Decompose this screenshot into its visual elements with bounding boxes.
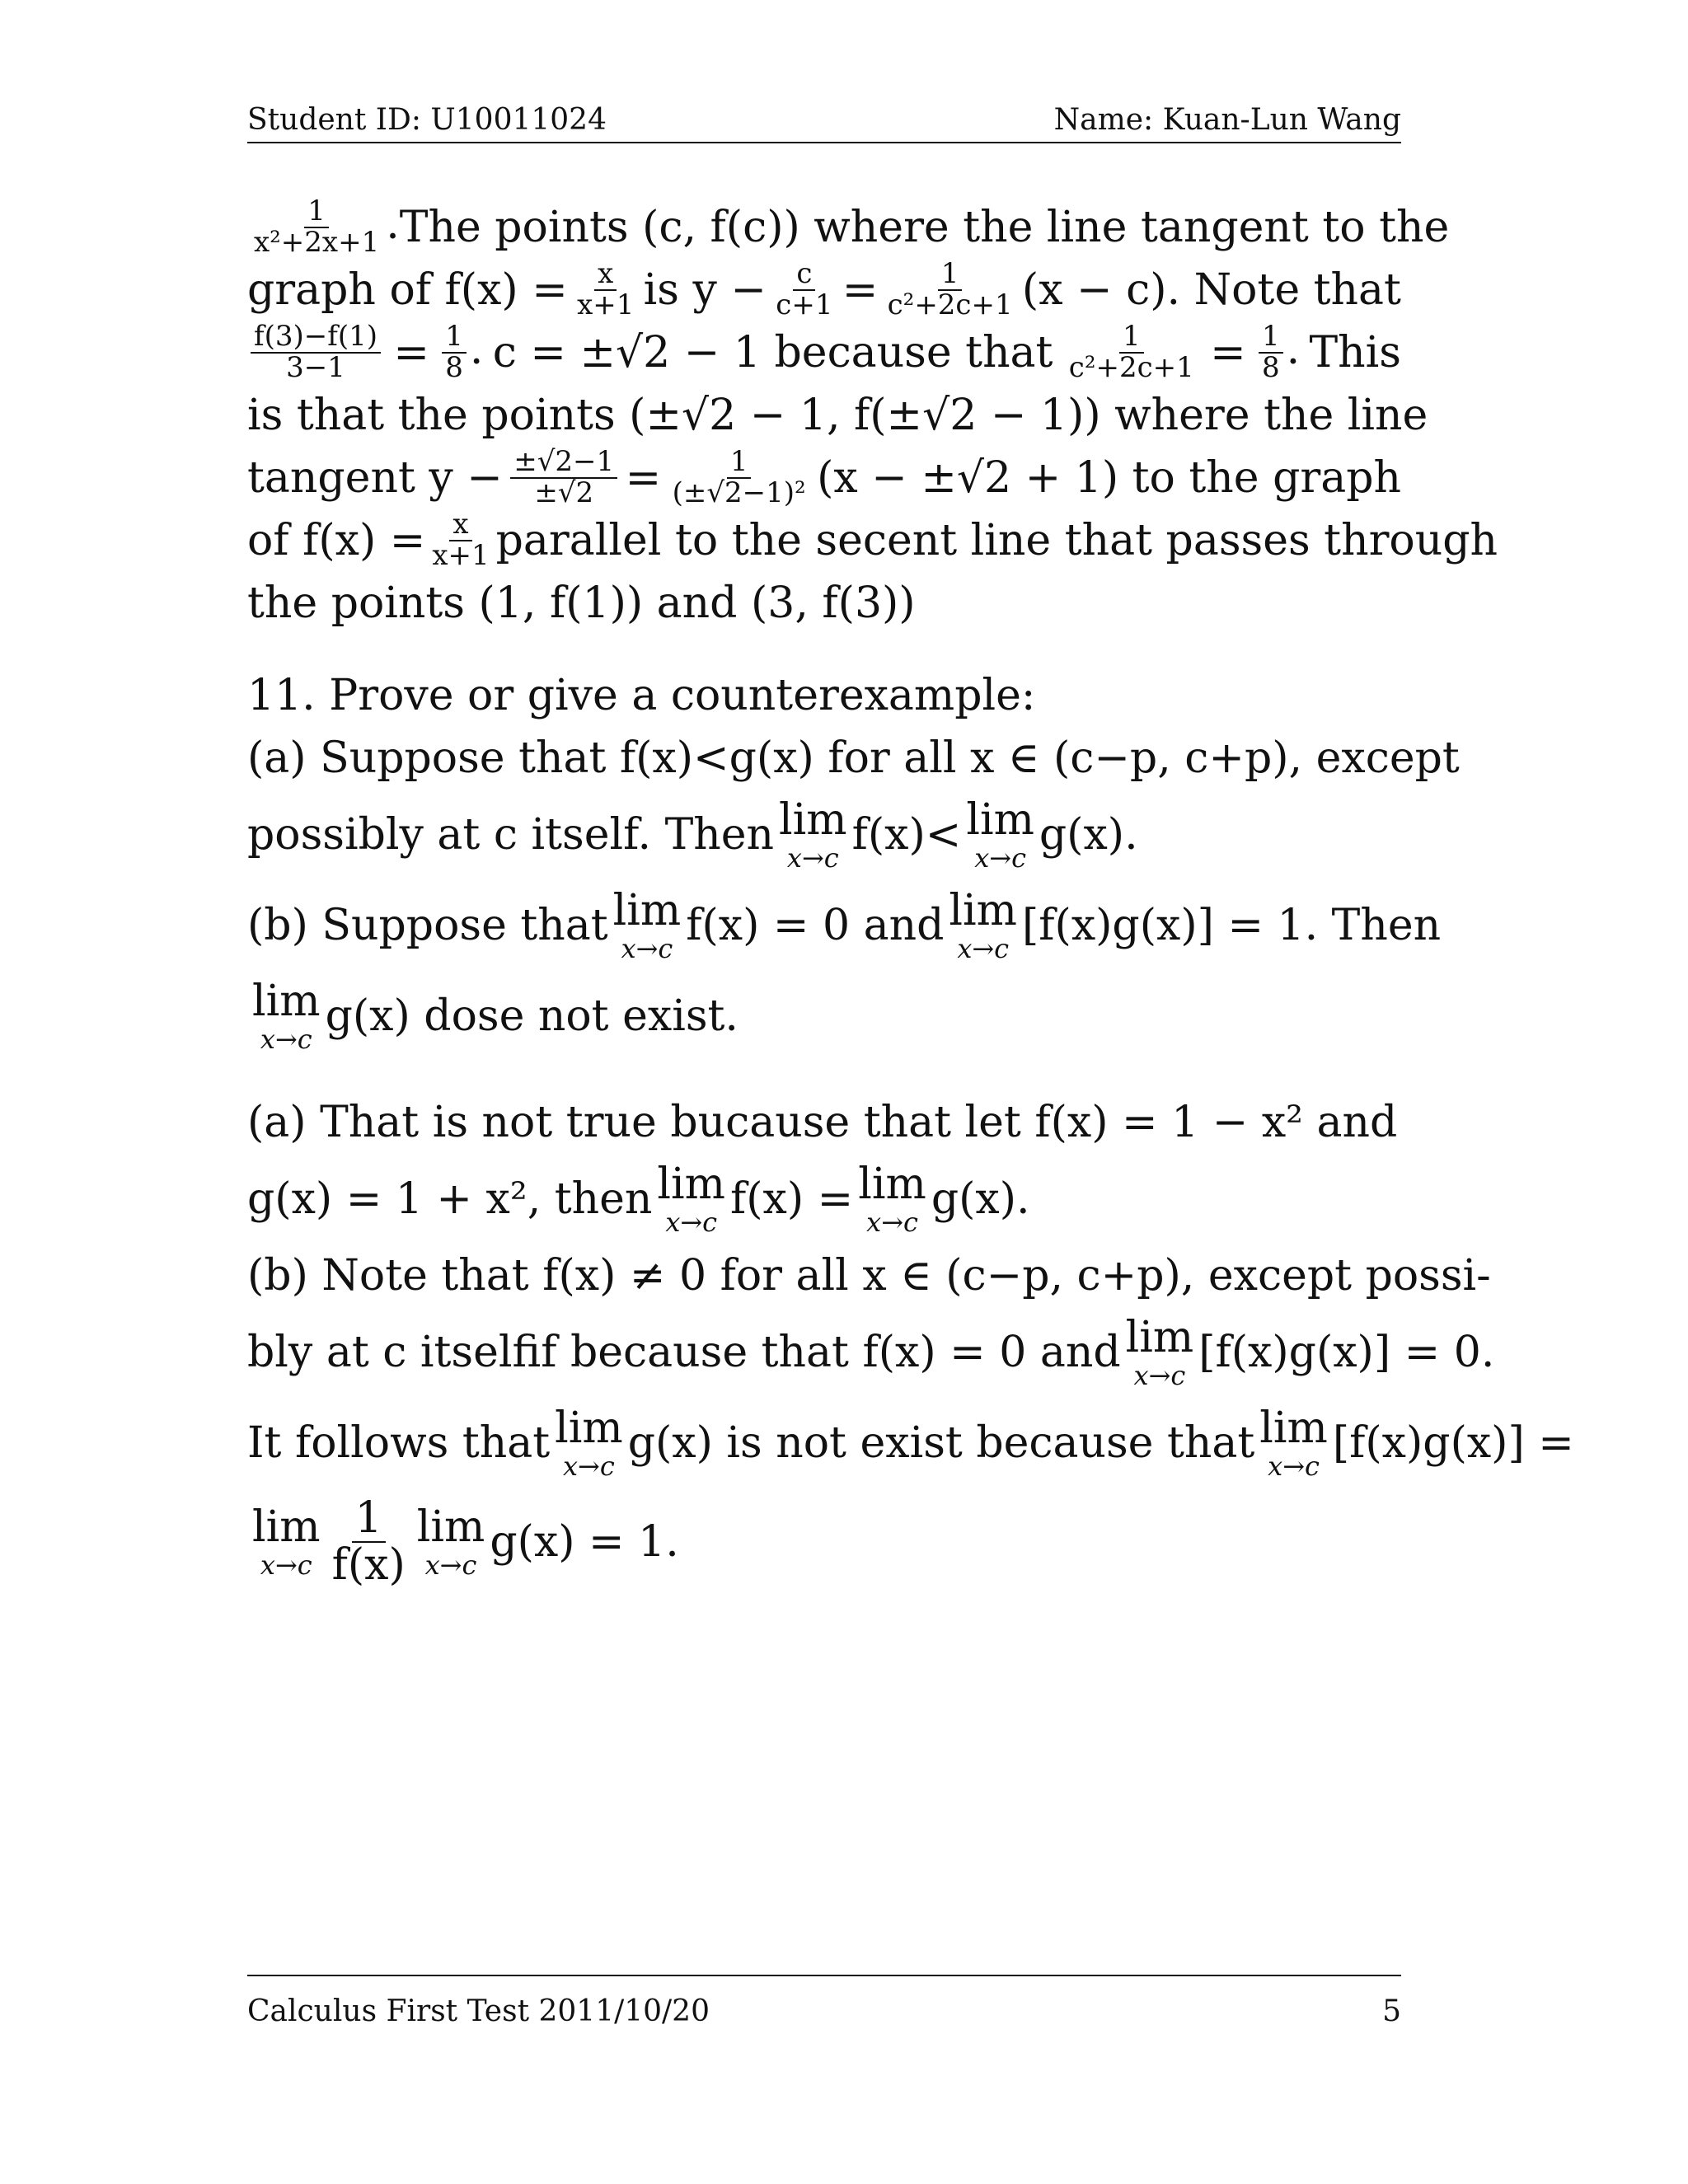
page-footer: [247, 1975, 1401, 2028]
p10-text: The points (c, f(c)) where the line tangent to the: [399, 202, 1450, 252]
answer-11b-line-2: bly at c itselfif because that f(x) = 0 and lim x→c [f(x)g(x)] = 0.: [247, 1313, 1495, 1391]
p10-line-2: graph of f(x) = $\frac{x}{x+1}$ is y − $\frac{c}{c+1}$ = $\frac{1}{\text{c²+2c+1}}$ (x − c). Note that: [247, 257, 1401, 321]
limit: lim x→c: [252, 977, 321, 1055]
problem-11a-line-2: possibly at c itself. Then lim x→c f(x)< lim x→c g(x).: [247, 795, 1138, 874]
p10-line-6: of f(x) = $\frac{x}{x+1}$ parallel to the secent line that passes through: [247, 508, 1498, 572]
limit: lim x→c: [779, 795, 847, 874]
answer-11b-line-3: It follows that lim x→c g(x) is not exist because that lim x→c [f(x)g(x)] =: [247, 1404, 1574, 1482]
fraction: $\frac{1}{\text{c²+2c+1}}$: [887, 257, 1013, 321]
page-number: 5: [1382, 1994, 1401, 2028]
p10-line-4: is that the points (±√2 − 1, f(±√2 − 1)) where the line: [247, 390, 1428, 440]
limit: lim x→c: [858, 1160, 926, 1238]
p10-line-3: $\frac{f(3)-f(1)}{3-1}$ = $\frac{1}{8}$ . c = ±√2 − 1 because that $\frac{1}{\text{c²+2c+1}}$ = $\frac{1}{8}$ . This: [247, 321, 1401, 384]
p10-line-7: the points (1, f(1)) and (3, f(3)): [247, 578, 916, 628]
limit: lim x→c: [966, 795, 1034, 874]
problem-11b-line-1: (b) Suppose that lim x→c f(x) = 0 and lim x→c [f(x)g(x)] = 1. Then: [247, 886, 1442, 964]
fraction: $\frac{1}{\text{x²+2x+1}}$: [254, 194, 380, 259]
limit: lim x→c: [416, 1502, 485, 1581]
student-name: Name: Kuan-Lun Wang: [1053, 103, 1401, 137]
p10-line-1: $\frac{1}{\text{x²+2x+1}}$ . The points (c, f(c)) where the line tangent to the: [247, 196, 1401, 259]
fraction: $\frac{1}{8}$: [1259, 322, 1283, 382]
limit: lim x→c: [657, 1160, 725, 1238]
limit: lim x→c: [252, 1502, 321, 1581]
problem-11a-line-1: (a) Suppose that f(x)<g(x) for all x ∈ (c−p, c+p), except: [247, 733, 1460, 783]
fraction: $\frac{1}{f(x)}$: [331, 1493, 406, 1590]
fraction: $\frac{1}{8}$: [442, 322, 467, 382]
limit: lim x→c: [949, 886, 1017, 964]
fraction: $\frac{1}{\text{c²+2c+1}}$: [1068, 320, 1194, 384]
fraction: $\frac{\pm√2-1}{\pm√2}$: [510, 448, 617, 508]
answer-11a-line-2: g(x) = 1 + x², then lim x→c f(x) = lim x→c g(x).: [247, 1160, 1030, 1238]
page-body: [247, 194, 1574, 1596]
fraction: $\frac{f(3)-f(1)}{3-1}$: [251, 322, 381, 382]
student-id: Student ID: U10011024: [247, 103, 607, 137]
fraction: $\frac{x}{x+1}$: [577, 257, 635, 321]
page-header: [247, 91, 1401, 143]
problem-11-title: 11. Prove or give a counterexample:: [247, 670, 1036, 720]
limit: lim x→c: [1259, 1404, 1328, 1482]
p10-line-5: tangent y − $\frac{\pm√2-1}{\pm√2}$ = $\frac{1}{\text{(±√2−1)²}}$ (x − ±√2 + 1) to the graph: [247, 445, 1401, 509]
footer-course: Calculus First Test 2011/10/20: [247, 1994, 710, 2028]
fraction: $\frac{1}{\text{(±√2−1)²}}$: [672, 445, 806, 509]
answer-11b-line-4: lim x→c $\frac{1}{f(x)}$ lim x→c g(x) = 1.: [252, 1493, 679, 1590]
fraction: $\frac{x}{x+1}$: [432, 508, 490, 572]
answer-11a-line-1: (a) That is not true bucause that let f(x) = 1 − x² and: [247, 1097, 1398, 1147]
limit: lim x→c: [1125, 1313, 1194, 1391]
limit: lim x→c: [612, 886, 682, 964]
answer-11b-line-1: (b) Note that f(x) ≠ 0 for all x ∈ (c−p, c+p), except possi-: [247, 1250, 1491, 1301]
limit: lim x→c: [555, 1404, 623, 1482]
fraction: $\frac{c}{c+1}$: [776, 257, 833, 321]
problem-11b-line-2: lim x→c g(x) dose not exist.: [252, 977, 738, 1055]
